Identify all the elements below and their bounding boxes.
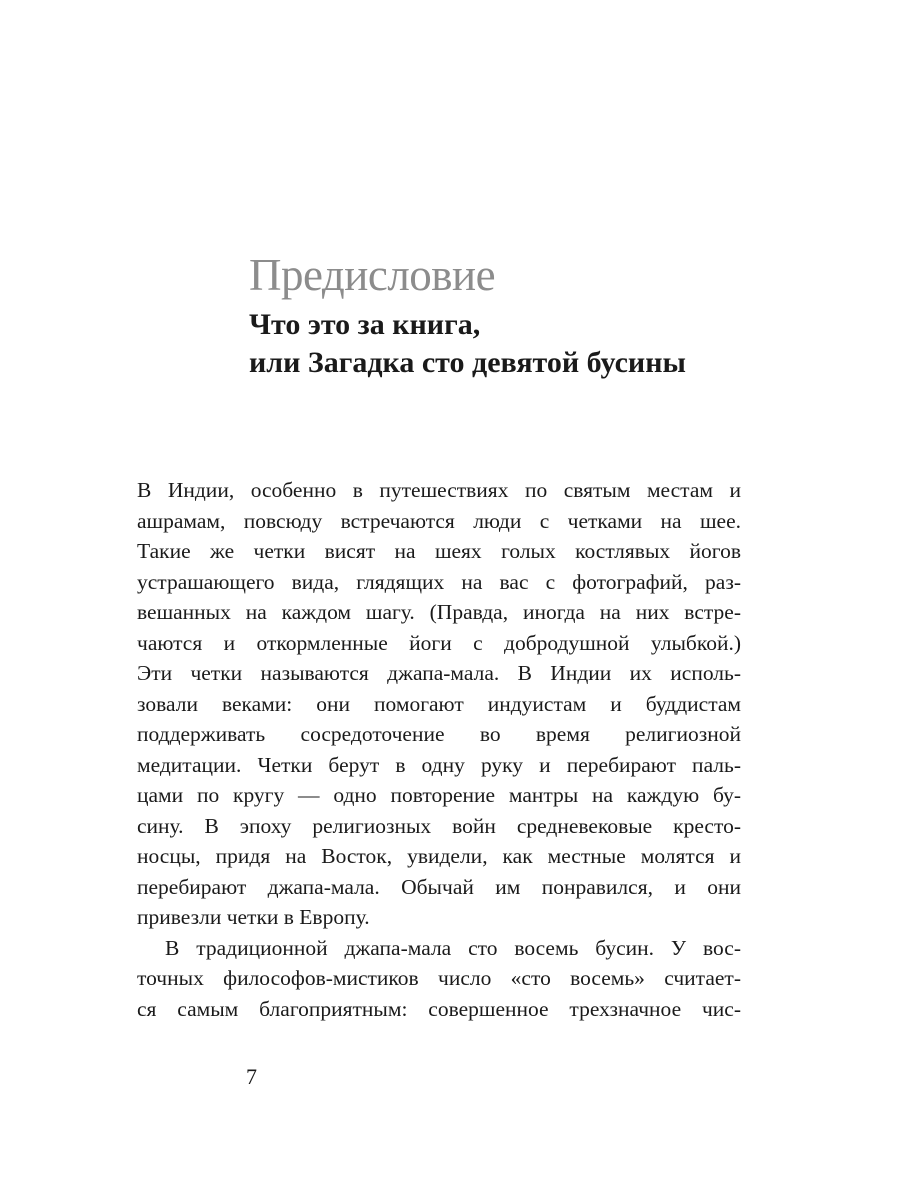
text-line: Такие же четки висят на шеях голых костлявых йогов bbox=[137, 539, 741, 563]
text-line: ся самым благоприятным: совершенное трехзначное чис- bbox=[137, 996, 741, 1021]
text-line: ашрамам, повсюду встречаются люди с четками на шее. bbox=[137, 508, 741, 533]
text-line: сину. В эпоху религиозных войн средневековые кресто- bbox=[137, 813, 741, 838]
text-line: поддерживать сосредоточение во время религиозной bbox=[137, 722, 741, 746]
text-line: устрашающего вида, глядящих на вас с фотографий, раз- bbox=[137, 569, 741, 594]
body-text bbox=[137, 475, 741, 1024]
page-number: 7 bbox=[246, 1064, 257, 1089]
chapter-heading bbox=[249, 246, 809, 382]
text-line: перебирают джапа-мала. Обычай им понравился, и они bbox=[137, 874, 741, 899]
text-line: В Индии, особенно в путешествиях по святым местам и bbox=[137, 478, 741, 502]
text-line: точных философов-мистиков число «сто восемь» считает- bbox=[137, 966, 741, 990]
text-line: цами по кругу — одно повторение мантры на каждую бу- bbox=[137, 783, 741, 807]
chapter-title bbox=[249, 306, 809, 382]
text-line: медитации. Четки берут в одну руку и перебирают паль- bbox=[137, 752, 741, 777]
text-line: чаются и откормленные йоги с добродушной улыбкой.) bbox=[137, 630, 741, 655]
chapter-title-line-1: Что это за книга, bbox=[249, 308, 481, 341]
text-line: В традиционной джапа-мала сто восемь бусин. У вос- bbox=[165, 935, 741, 960]
text-line: вешанных на каждом шагу. (Правда, иногда на них встре- bbox=[137, 600, 741, 624]
text-line: привезли четки в Европу. bbox=[137, 905, 370, 929]
section-label: Предисловие bbox=[249, 250, 496, 300]
paragraph-1 bbox=[137, 475, 741, 933]
chapter-title-line-2: или Загадка сто девятой бусины bbox=[249, 346, 686, 379]
text-line: зовали веками: они помогают индуистам и буддистам bbox=[137, 691, 741, 716]
text-line: носцы, придя на Восток, увидели, как местные молятся и bbox=[137, 844, 741, 868]
paragraph-2 bbox=[137, 933, 741, 1025]
text-line: Эти четки называются джапа-мала. В Индии их исполь- bbox=[137, 661, 741, 685]
